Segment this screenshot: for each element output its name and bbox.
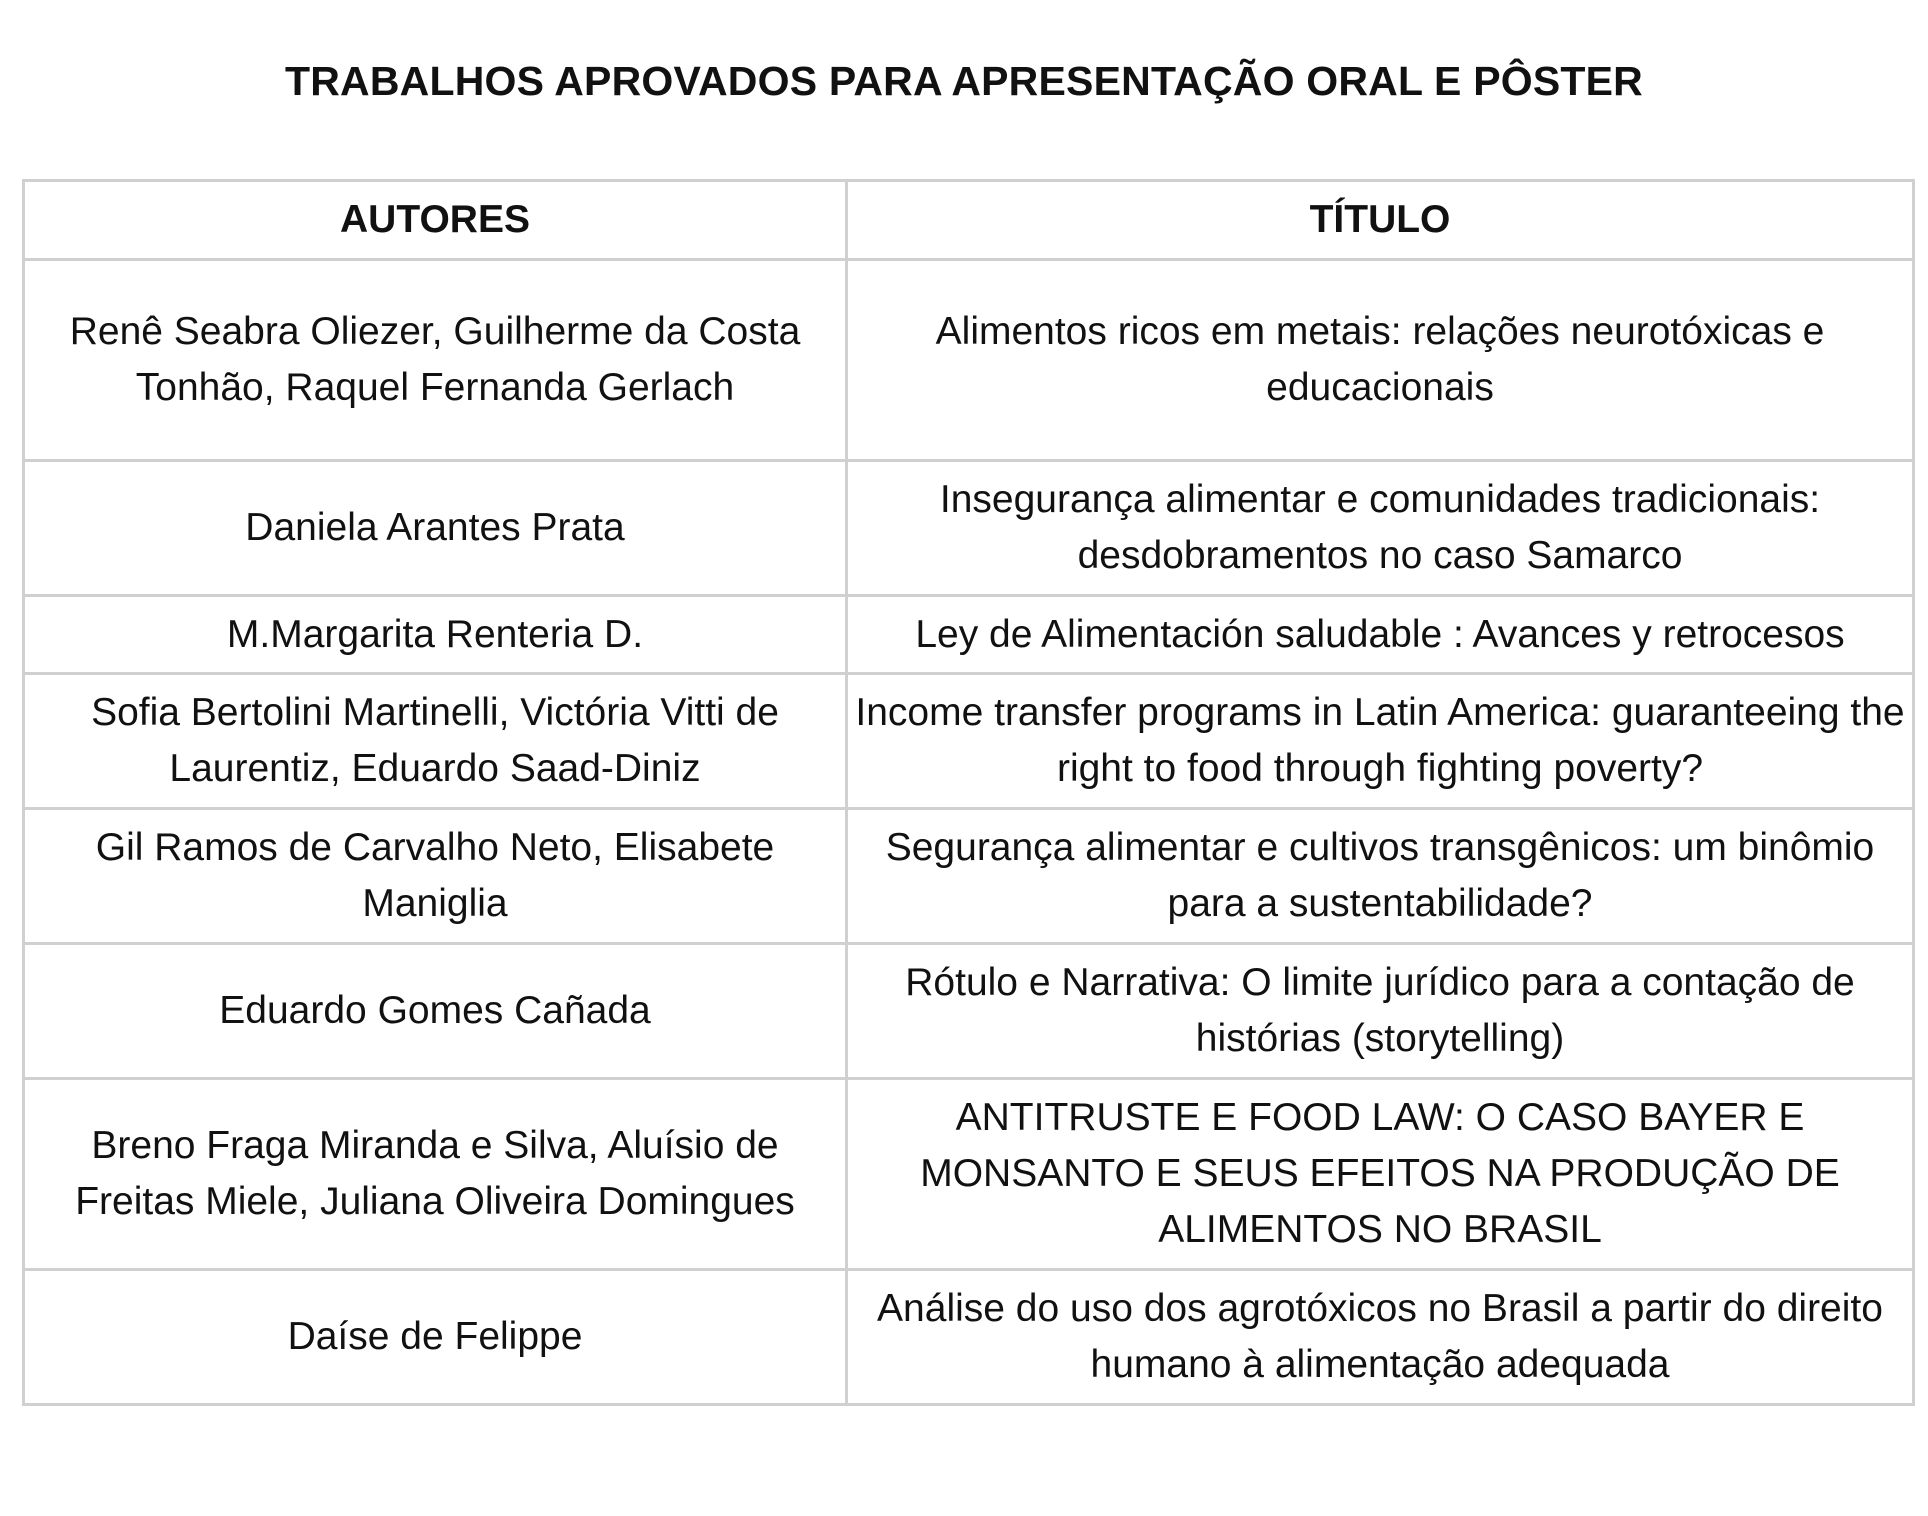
title-cell: Rótulo e Narrativa: O limite jurídico para a contação de histórias (storytelling) [847, 944, 1914, 1079]
table-row [24, 461, 1914, 596]
authors-cell: Breno Fraga Miranda e Silva, Aluísio de Freitas Miele, Juliana Oliveira Domingues [24, 1079, 847, 1270]
table-row [24, 260, 1914, 461]
table-row [24, 596, 1914, 674]
authors-cell: Daniela Arantes Prata [24, 461, 847, 596]
page-title: TRABALHOS APROVADOS PARA APRESENTAÇÃO ORAL E PÔSTER [285, 58, 1643, 104]
authors-cell: Sofia Bertolini Martinelli, Victória Vitti de Laurentiz, Eduardo Saad-Diniz [24, 674, 847, 809]
authors-column-header: AUTORES [24, 181, 847, 260]
title-cell: Alimentos ricos em metais: relações neurotóxicas e educacionais [847, 260, 1914, 461]
table-header-row [24, 181, 1914, 260]
authors-cell: Eduardo Gomes Cañada [24, 944, 847, 1079]
title-cell: Insegurança alimentar e comunidades tradicionais: desdobramentos no caso Samarco [847, 461, 1914, 596]
authors-cell: M.Margarita Renteria D. [24, 596, 847, 674]
title-cell: ANTITRUSTE E FOOD LAW: O CASO BAYER E MONSANTO E SEUS EFEITOS NA PRODUÇÃO DE ALIMENTOS NO BRASIL [847, 1079, 1914, 1270]
table-row [24, 944, 1914, 1079]
authors-cell: Renê Seabra Oliezer, Guilherme da Costa Tonhão, Raquel Fernanda Gerlach [24, 260, 847, 461]
title-cell: Ley de Alimentación saludable : Avances y retrocesos [847, 596, 1914, 674]
authors-cell: Gil Ramos de Carvalho Neto, Elisabete Maniglia [24, 809, 847, 944]
authors-cell: Daíse de Felippe [24, 1270, 847, 1405]
title-column-header: TÍTULO [847, 181, 1914, 260]
table-row [24, 809, 1914, 944]
table-row [24, 674, 1914, 809]
approved-papers-table [22, 179, 1915, 1406]
table-row [24, 1270, 1914, 1405]
title-cell: Segurança alimentar e cultivos transgênicos: um binômio para a sustentabilidade? [847, 809, 1914, 944]
table-row [24, 1079, 1914, 1270]
title-cell: Income transfer programs in Latin America: guaranteeing the right to food through fighting poverty? [847, 674, 1914, 809]
title-cell: Análise do uso dos agrotóxicos no Brasil a partir do direito humano à alimentação adequada [847, 1270, 1914, 1405]
